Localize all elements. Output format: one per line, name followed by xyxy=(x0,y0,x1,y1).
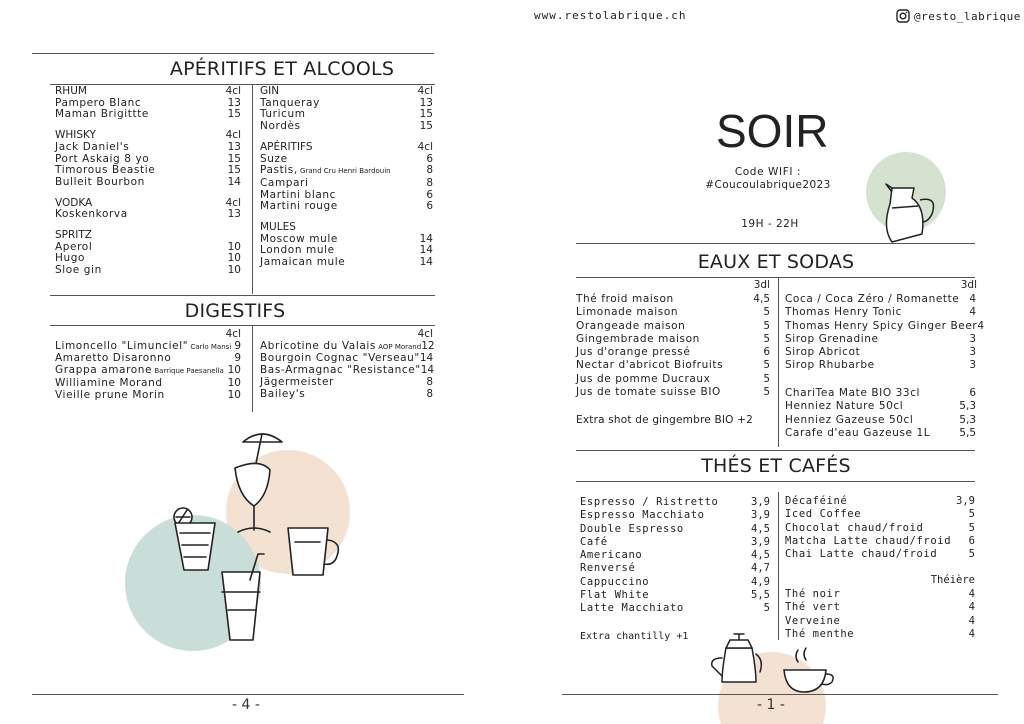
item-price: 8 xyxy=(426,387,433,400)
item-name: Cappuccino xyxy=(580,575,650,588)
item-price: 5 xyxy=(763,386,770,399)
item-name: Nordès xyxy=(260,120,301,133)
item-price: 10 xyxy=(227,388,241,401)
menu-item xyxy=(576,346,770,359)
item-price: 4 xyxy=(969,293,976,305)
item-name: Sloe gin xyxy=(55,264,102,277)
instagram-icon xyxy=(896,9,910,23)
eaux-unit-right: 3dl xyxy=(960,279,977,291)
item-price: 3 xyxy=(969,346,976,359)
item-name: Carafe d'eau Gazeuse 1L xyxy=(785,426,931,439)
item-name: Orangeade maison xyxy=(576,319,686,332)
item-name: Coca / Coca Zéro / Romanette xyxy=(785,293,960,305)
item-name: Moscow mule xyxy=(260,232,338,245)
menu-item xyxy=(785,319,985,333)
instagram-handle[interactable] xyxy=(896,9,1021,23)
divider xyxy=(576,481,975,482)
unit-label: 4cl xyxy=(417,328,433,340)
item-name: Jus d'orange pressé xyxy=(576,346,691,359)
item-name: Maman Brigittte xyxy=(55,108,149,121)
category-header xyxy=(55,86,241,98)
item-price: 3,9 xyxy=(751,509,770,522)
menu-item xyxy=(785,601,975,614)
menu-item xyxy=(55,109,241,121)
menu-item xyxy=(580,602,770,615)
item-name: Jamaican mule xyxy=(260,256,346,269)
opening-hours: 19H - 22H xyxy=(741,218,799,230)
item-name: Thomas Henry Spicy Ginger Beer xyxy=(785,319,978,332)
item-price: 8 xyxy=(426,164,433,177)
item-name: Renversé xyxy=(580,562,636,575)
digestifs-left-column xyxy=(55,329,241,401)
category-label: GIN xyxy=(260,85,280,97)
section-title-eaux: EAUX ET SODAS xyxy=(697,251,855,273)
section-title-digestifs: DIGESTIFS xyxy=(184,300,286,322)
item-price: 10 xyxy=(227,264,241,277)
item-note: Carlo Mansi xyxy=(188,342,232,351)
item-price: 4,5 xyxy=(751,549,770,562)
item-name: Jus de tomate suisse BIO xyxy=(576,386,721,399)
item-price: 5 xyxy=(968,508,975,521)
item-price: 5 xyxy=(763,319,770,332)
item-price: 6 xyxy=(968,534,975,547)
item-price: 5,5 xyxy=(751,589,770,602)
menu-item xyxy=(576,293,770,306)
item-price: 12 xyxy=(421,339,435,352)
item-price: 4 xyxy=(968,588,975,600)
menu-item xyxy=(576,359,770,372)
item-price: 5 xyxy=(968,548,975,561)
divider xyxy=(252,325,253,412)
menu-item xyxy=(260,178,433,190)
item-price: 5 xyxy=(763,332,770,345)
item-price: 14 xyxy=(419,256,433,269)
item-price: 5,5 xyxy=(959,426,976,439)
item-name: Chocolat chaud/froid xyxy=(785,521,924,534)
menu-item xyxy=(785,333,976,346)
item-price: 14 xyxy=(227,175,241,188)
unit-label: 4cl xyxy=(417,140,433,153)
item-price: 4 xyxy=(968,627,975,640)
thes-left-column xyxy=(580,496,770,616)
item-name: Iced Coffee xyxy=(785,508,862,521)
item-price: 13 xyxy=(419,96,433,109)
menu-item xyxy=(785,306,976,319)
menu-item xyxy=(55,365,241,378)
item-name: Williamine Morand xyxy=(55,376,163,389)
item-price: 6 xyxy=(763,346,770,359)
aperitifs-left-column xyxy=(55,86,241,277)
category-label: SPRITZ xyxy=(55,229,92,242)
item-price: 5 xyxy=(763,602,770,615)
item-price: 4 xyxy=(968,614,975,627)
divider xyxy=(576,243,975,244)
category-header xyxy=(260,142,433,154)
item-name: Sirop Rhubarbe xyxy=(785,359,875,372)
item-note: AOP Morand xyxy=(375,342,422,351)
instagram-label: @resto_labrique xyxy=(914,9,1021,23)
category-label: MULES xyxy=(260,221,296,234)
item-price: 14 xyxy=(420,364,435,377)
item-price: 6 xyxy=(426,200,433,213)
item-price: 5 xyxy=(968,521,975,534)
category-header xyxy=(55,230,241,242)
thes-right-top xyxy=(785,495,975,561)
menu-item xyxy=(580,562,770,575)
item-name: Aperol xyxy=(55,240,93,253)
item-name: Port Askaig 8 yo xyxy=(55,152,150,165)
soir-title: SOIR xyxy=(716,105,829,157)
item-name: Espresso / Ristretto xyxy=(580,496,719,508)
item-name: Martini rouge xyxy=(260,200,338,213)
menu-item xyxy=(55,378,241,390)
item-name: Thomas Henry Tonic xyxy=(785,306,903,319)
item-price: 4 xyxy=(969,306,976,319)
menu-item xyxy=(576,320,770,333)
menu-item xyxy=(785,615,975,628)
divider xyxy=(252,84,253,294)
item-price: 3 xyxy=(969,332,976,345)
eaux-right-top xyxy=(785,293,985,373)
menu-item xyxy=(580,549,770,562)
menu-item xyxy=(785,535,975,548)
menu-item xyxy=(580,536,770,549)
teacup-icon xyxy=(784,648,833,692)
menu-item xyxy=(55,177,241,189)
item-name: Chai Latte chaud/froid xyxy=(785,548,938,561)
eaux-right-bottom xyxy=(785,387,976,440)
item-name: Tanqueray xyxy=(260,96,320,109)
eaux-unit-left: 3dl xyxy=(753,279,770,291)
item-price: 9 xyxy=(234,352,241,365)
wifi-label: Code WIFI : xyxy=(734,166,802,178)
item-price: 10 xyxy=(227,364,241,377)
item-price: 15 xyxy=(227,164,241,177)
thes-extra: Extra chantilly +1 xyxy=(580,631,689,642)
item-name: Americano xyxy=(580,549,643,562)
item-name: Bailey's xyxy=(260,387,306,400)
item-name: Double Espresso xyxy=(580,522,684,535)
item-price: 10 xyxy=(227,252,241,265)
unit-label: 4cl xyxy=(225,196,241,209)
item-price: 5 xyxy=(763,359,770,372)
item-price: 10 xyxy=(227,376,241,389)
menu-item xyxy=(55,142,241,154)
item-name: Amaretto Disaronno xyxy=(55,352,172,365)
theiere-label: Théière xyxy=(930,574,975,586)
item-name: Café xyxy=(580,535,608,548)
item-price: 3,9 xyxy=(751,535,770,548)
divider xyxy=(778,277,779,447)
menu-item xyxy=(260,377,433,389)
category-header xyxy=(260,329,433,341)
item-price: 5,3 xyxy=(959,413,976,426)
item-name: Thé froid maison xyxy=(576,293,674,305)
item-price: 6 xyxy=(969,387,976,399)
eaux-left-column xyxy=(576,293,770,399)
item-name: Nectar d'abricot Biofruits xyxy=(576,359,724,372)
menu-item xyxy=(785,522,975,535)
cocktail-illustration xyxy=(110,420,370,665)
item-price: 3,9 xyxy=(751,496,770,508)
item-name: Sirop Abricot xyxy=(785,346,861,359)
item-name: Grappa amarone Barrique Paesanella xyxy=(55,364,224,377)
item-price: 5 xyxy=(763,372,770,385)
item-price: 4,5 xyxy=(753,293,770,305)
menu-item xyxy=(785,293,976,306)
divider xyxy=(50,295,435,296)
item-name: Martini blanc xyxy=(260,188,336,201)
menu-item xyxy=(785,548,975,561)
website-url[interactable]: www.restolabrique.ch xyxy=(534,9,687,22)
item-name: Thé vert xyxy=(785,601,841,614)
category-label: RHUM xyxy=(55,85,87,97)
divider xyxy=(576,277,975,278)
item-name: Bulleit Bourbon xyxy=(55,175,145,188)
item-name: Espresso Macchiato xyxy=(580,509,705,522)
menu-item xyxy=(55,390,241,402)
section-title-aperitifs: APÉRITIFS ET ALCOOLS xyxy=(169,58,395,80)
item-name: Limoncello "Limunciel" Carlo Mansi xyxy=(55,339,232,352)
category-label: APÉRITIFS xyxy=(260,140,313,153)
category-header xyxy=(55,329,241,341)
divider xyxy=(50,84,435,85)
menu-item xyxy=(576,333,770,346)
menu-item xyxy=(785,495,975,508)
item-name: Jack Daniel's xyxy=(55,140,130,153)
menu-item xyxy=(785,359,976,372)
item-name: Thé noir xyxy=(785,588,841,600)
menu-item xyxy=(55,265,241,277)
menu-item xyxy=(580,496,770,509)
item-name: Vieille prune Morin xyxy=(55,388,165,401)
pitcher-illustration xyxy=(862,148,946,248)
menu-item xyxy=(576,386,770,399)
item-name: Jus de pomme Ducraux xyxy=(576,372,711,385)
menu-item xyxy=(580,576,770,589)
menu-item xyxy=(580,509,770,522)
category-label: WHISKY xyxy=(55,129,96,142)
item-price: 3 xyxy=(969,359,976,372)
item-price: 4 xyxy=(968,601,975,614)
item-price: 4,7 xyxy=(751,562,770,575)
item-name: London mule xyxy=(260,244,335,257)
item-price: 15 xyxy=(419,108,433,121)
item-name: Pastis, Grand Cru Henri Bardouin xyxy=(260,164,391,177)
item-name: Flat White xyxy=(580,589,650,602)
item-price: 15 xyxy=(419,120,433,133)
item-name: Suze xyxy=(260,152,288,165)
wifi-code: #Coucoulabrique2023 xyxy=(705,179,831,191)
page-number-left: - 4 - xyxy=(232,697,260,713)
category-header xyxy=(260,222,433,234)
item-name: Henniez Gazeuse 50cl xyxy=(785,413,914,426)
unit-label: 4cl xyxy=(417,85,433,97)
menu-item xyxy=(785,508,975,521)
item-price: 6 xyxy=(426,188,433,201)
item-price: 15 xyxy=(227,152,241,165)
item-price: 4,5 xyxy=(751,522,770,535)
menu-item xyxy=(260,257,433,269)
item-name: Limonade maison xyxy=(576,306,679,319)
item-price: 8 xyxy=(426,375,433,388)
menu-item xyxy=(580,589,770,602)
menu-item xyxy=(785,588,975,601)
item-price: 4 xyxy=(977,319,985,332)
menu-item xyxy=(785,346,976,359)
section-title-thes: THÉS ET CAFÉS xyxy=(701,455,851,477)
unit-label: 4cl xyxy=(225,129,241,142)
divider xyxy=(32,694,464,695)
item-price: 14 xyxy=(419,232,433,245)
item-name: Verveine xyxy=(785,614,841,627)
aperitifs-right-column xyxy=(260,86,433,269)
item-name: Timorous Beastie xyxy=(55,164,156,177)
item-name: Latte Macchiato xyxy=(580,602,684,615)
divider xyxy=(32,53,434,54)
item-price: 14 xyxy=(419,244,433,257)
item-name: Jägermeister xyxy=(260,375,334,388)
item-name: Décaféiné xyxy=(785,495,848,507)
divider xyxy=(50,325,435,326)
menu-item xyxy=(785,414,976,427)
eaux-extra: Extra shot de gingembre BIO +2 xyxy=(576,414,754,426)
item-name: Gingembrade maison xyxy=(576,332,700,345)
item-name: Bas-Armagnac "Resistance" xyxy=(260,364,421,377)
page-number-right: - 1 - xyxy=(757,697,785,713)
item-price: 8 xyxy=(426,176,433,189)
menu-item xyxy=(785,387,976,400)
item-price: 10 xyxy=(227,240,241,253)
item-price: 15 xyxy=(227,108,241,121)
item-name: Pampero Blanc xyxy=(55,96,142,109)
item-name: Bourgoin Cognac "Verseau" xyxy=(260,352,420,365)
divider xyxy=(576,450,975,451)
item-price: 5,3 xyxy=(959,400,976,413)
digestifs-right-column xyxy=(260,329,433,400)
item-price: 4,9 xyxy=(751,575,770,588)
item-note: Grand Cru Henri Bardouin xyxy=(297,167,391,176)
item-name: Hugo xyxy=(55,252,86,265)
item-price: 5 xyxy=(763,306,770,319)
item-price: 13 xyxy=(227,208,241,221)
category-header xyxy=(260,86,433,98)
menu-item xyxy=(576,373,770,386)
menu-item xyxy=(260,389,433,401)
item-name: Thé menthe xyxy=(785,627,855,640)
item-price: 13 xyxy=(227,96,241,109)
item-name: Henniez Nature 50cl xyxy=(785,400,904,413)
item-price: 6 xyxy=(426,152,433,165)
item-price: 13 xyxy=(227,140,241,153)
item-name: Koskenkorva xyxy=(55,208,128,221)
teapot-icon xyxy=(712,634,762,682)
menu-item xyxy=(260,121,433,133)
item-price: 3,9 xyxy=(956,495,975,507)
item-name: Campari xyxy=(260,176,309,189)
menu-item xyxy=(55,209,241,221)
item-name: Matcha Latte chaud/froid xyxy=(785,534,952,547)
unit-label: 4cl xyxy=(225,328,241,340)
divider xyxy=(778,492,779,640)
menu-item xyxy=(785,400,976,413)
item-name: ChariTea Mate BIO 33cl xyxy=(785,387,921,399)
menu-item xyxy=(580,523,770,536)
category-label: VODKA xyxy=(55,196,93,209)
item-name: Abricotine du Valais AOP Morand xyxy=(260,339,422,352)
item-price: 14 xyxy=(419,352,434,365)
item-name: Sirop Grenadine xyxy=(785,332,879,345)
item-note: Barrique Paesanella xyxy=(152,367,224,376)
menu-item xyxy=(576,306,770,319)
menu-item xyxy=(785,427,976,440)
divider xyxy=(562,694,998,695)
item-price: 9 xyxy=(234,339,241,352)
item-name: Turicum xyxy=(260,108,306,121)
unit-label: 4cl xyxy=(225,85,241,97)
menu-item xyxy=(260,201,433,213)
